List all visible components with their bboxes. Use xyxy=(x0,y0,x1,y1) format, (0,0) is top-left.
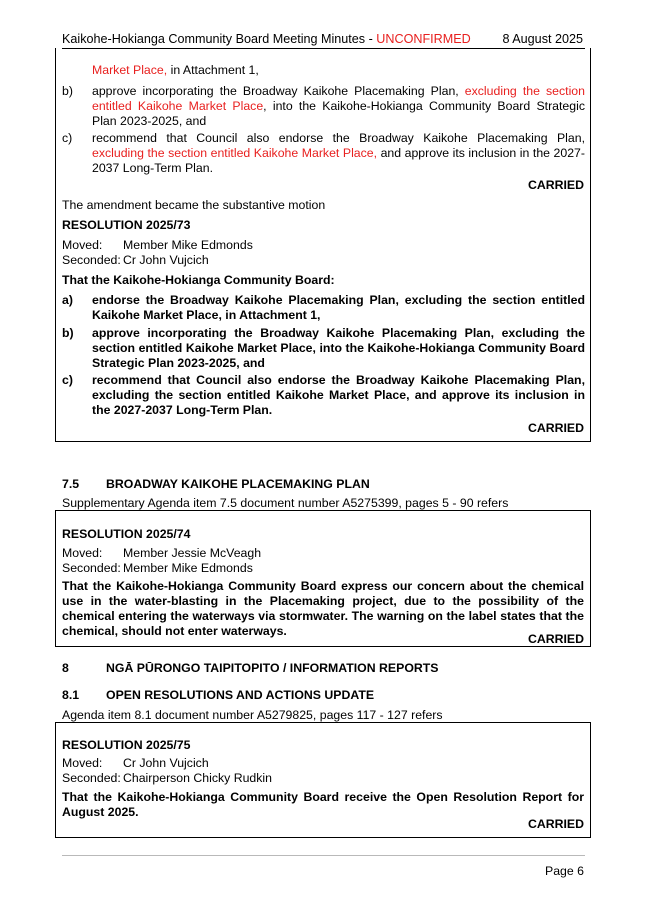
section-title: OPEN RESOLUTIONS AND ACTIONS UPDATE xyxy=(106,688,375,702)
page-number: Page 6 xyxy=(545,864,584,878)
resolution-text: That the Kaikohe-Hokianga Community Board receive the Open Resolution Report for August 2025. xyxy=(62,790,584,819)
section-number: 7.5 xyxy=(62,477,80,491)
header-date: 8 August 2025 xyxy=(502,32,583,46)
moved-label: Moved: xyxy=(62,546,103,560)
moved-label: Moved: xyxy=(62,238,103,252)
agenda-reference: Agenda item 8.1 document number A5279825, pages 117 - 127 refers xyxy=(62,708,443,722)
resolution-text: That the Kaikohe-Hokianga Community Board express our concern about the chemical use in the water-blasting in the Placemaking project, due to the possibility of the chemical entering the waterways via stormwater. The warning on the label states that the chemical, should not enter waterways. xyxy=(62,579,584,638)
footer-rule xyxy=(62,855,585,856)
header-title: Kaikohe-Hokianga Community Board Meeting Minutes - xyxy=(62,32,377,46)
header-status: UNCONFIRMED xyxy=(376,32,471,46)
moved-name: Cr John Vujcich xyxy=(123,756,209,770)
resolution-number: RESOLUTION 2025/75 xyxy=(62,738,191,752)
carried-label: CARRIED xyxy=(527,632,584,646)
seconded-name: Cr John Vujcich xyxy=(123,253,209,267)
resolution-number: RESOLUTION 2025/74 xyxy=(62,527,191,541)
moved-name: Member Jessie McVeagh xyxy=(123,546,262,560)
substantive-note: The amendment became the substantive motion xyxy=(62,198,326,212)
carried-label: CARRIED xyxy=(527,817,584,831)
section-title: NGĀ PŪRONGO TAIPITOPITO / INFORMATION REPORTS xyxy=(106,661,439,675)
continued-text: Market Place, in Attachment 1, xyxy=(92,63,259,77)
section-title: BROADWAY KAIKOHE PLACEMAKING PLAN xyxy=(106,477,370,491)
resolution-intro: That the Kaikohe-Hokianga Community Board: xyxy=(62,273,335,287)
carried-label: CARRIED xyxy=(527,421,584,435)
carried-label: CARRIED xyxy=(527,178,584,192)
seconded-name: Chairperson Chicky Rudkin xyxy=(123,771,272,785)
page-header xyxy=(62,32,583,46)
section-number: 8.1 xyxy=(62,688,80,702)
moved-name: Member Mike Edmonds xyxy=(123,238,253,252)
seconded-label: Seconded: xyxy=(62,561,121,575)
resolution-number: RESOLUTION 2025/73 xyxy=(62,218,191,232)
agenda-reference: Supplementary Agenda item 7.5 document number A5275399, pages 5 - 90 refers xyxy=(62,496,509,510)
seconded-label: Seconded: xyxy=(62,771,121,785)
seconded-name: Member Mike Edmonds xyxy=(123,561,253,575)
moved-label: Moved: xyxy=(62,756,103,770)
section-number: 8 xyxy=(62,661,69,675)
seconded-label: Seconded: xyxy=(62,253,121,267)
